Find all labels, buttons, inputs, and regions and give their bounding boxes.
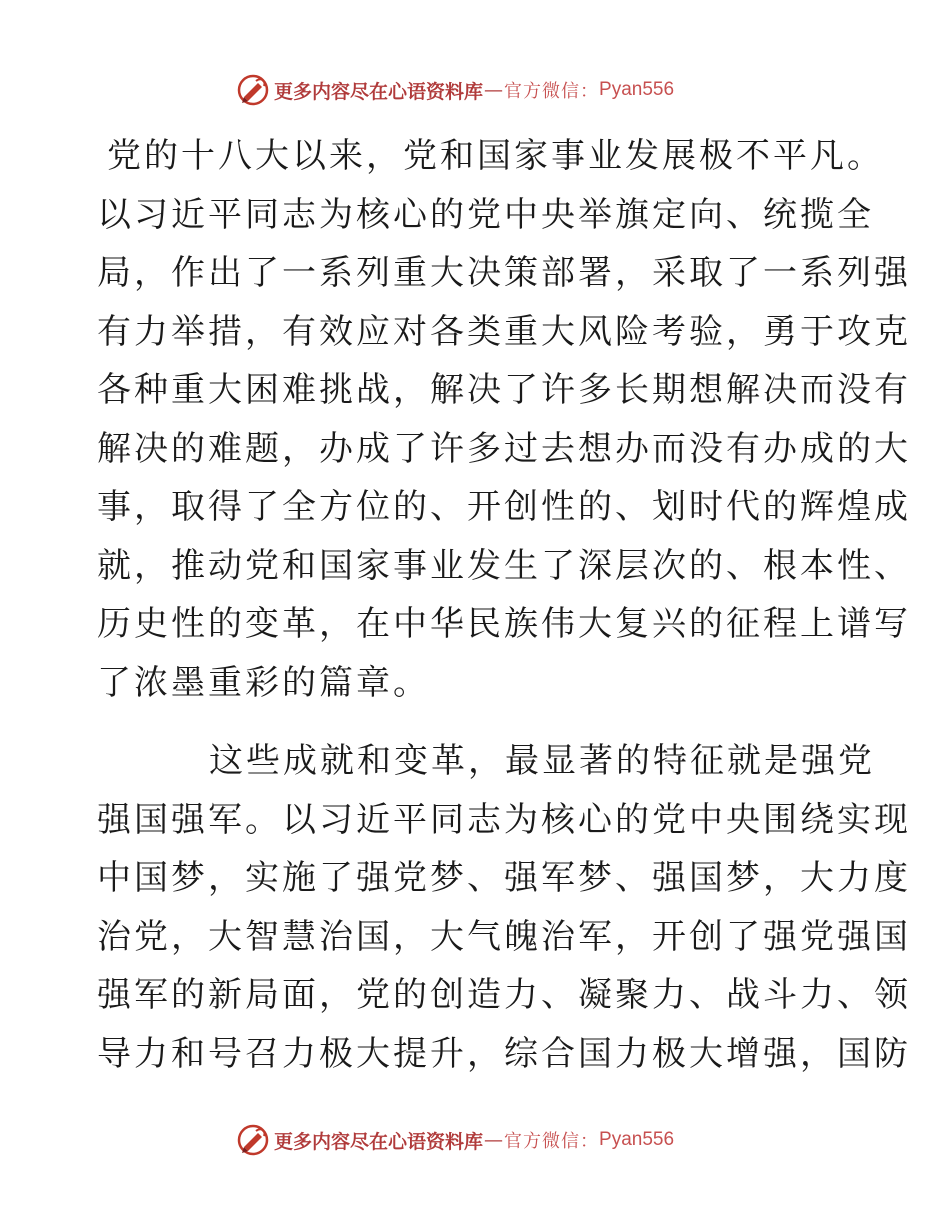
text-line: 强军的新局面，党的创造力、凝聚力、战斗力、领 — [97, 975, 911, 1015]
text-line: 就，推动党和国家事业发生了深层次的、根本性、 — [97, 545, 911, 586]
header-banner — [236, 72, 674, 108]
text-line: 历史性的变革，在中华民族伟大复兴的征程上谱写 — [97, 604, 911, 644]
pen-logo-icon — [236, 1123, 270, 1157]
banner-official-label: 官方微信： — [504, 1131, 600, 1152]
text-line: 中国梦，实施了强党梦、强军梦、强国梦，大力度 — [97, 858, 911, 898]
text-line: 治党，大智慧治国，大气魄治军，开创了强党强国 — [97, 916, 911, 957]
banner-wechat-id: Pyan556 — [599, 1129, 675, 1150]
text-line: 各种重大困难挑战，解决了许多长期想解决而没有 — [97, 370, 911, 410]
paragraph-2 — [97, 732, 911, 1083]
banner-official-label: 官方微信： — [504, 81, 600, 102]
text-line: 这些成就和变革，最显著的特征就是强党 — [209, 741, 875, 781]
paragraph-1 — [97, 127, 911, 712]
text-line: 局，作出了一系列重大决策部署，采取了一系列强 — [97, 253, 911, 293]
banner-dash: — — [484, 79, 504, 101]
footer-banner — [236, 1122, 674, 1158]
banner-brand-text: 更多内容尽在心语资料库 — [274, 1130, 484, 1153]
text-line: 以习近平同志为核心的党中央举旗定向、统揽全 — [97, 194, 874, 235]
text-line: 了浓墨重彩的篇章。 — [97, 662, 430, 703]
banner-brand-text: 更多内容尽在心语资料库 — [274, 80, 484, 103]
document-body — [97, 127, 911, 1083]
paragraph-gap — [97, 712, 857, 732]
text-line: 解决的难题，办成了许多过去想办而没有办成的大 — [97, 428, 911, 469]
text-line: 导力和号召力极大提升，综合国力极大增强，国防 — [97, 1033, 911, 1074]
text-line: 有力举措，有效应对各类重大风险考验，勇于攻克 — [97, 311, 911, 352]
text-line: 党的十八大以来，党和国家事业发展极不平凡。 — [107, 136, 884, 176]
banner-dash: — — [484, 1129, 504, 1151]
text-line: 事，取得了全方位的、开创性的、划时代的辉煌成 — [97, 487, 911, 527]
banner-wechat-id: Pyan556 — [599, 79, 675, 100]
pen-logo-icon — [236, 73, 270, 107]
text-line: 强国强军。以习近平同志为核心的党中央围绕实现 — [97, 799, 911, 840]
